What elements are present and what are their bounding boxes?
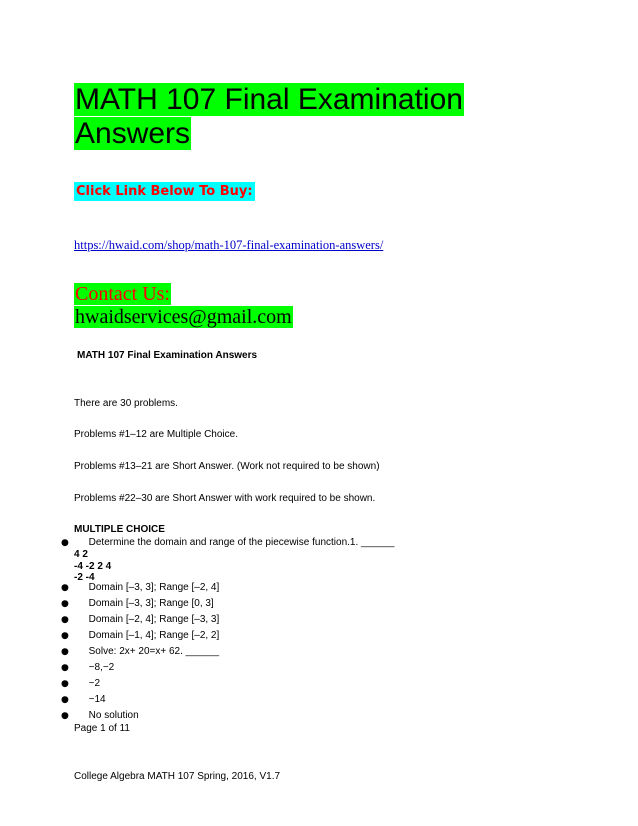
- question-1-row: [61, 537, 394, 548]
- title-line-2: Answers: [75, 117, 191, 150]
- course-footer: College Algebra MATH 107 Spring, 2016, V1.7: [74, 771, 281, 782]
- link-row: [74, 236, 383, 254]
- bullet-icon: ●: [61, 695, 69, 705]
- option-text: Domain [–1, 4]; Range [–2, 2]: [88, 630, 220, 641]
- intro-line: Problems #13–21 are Short Answer. (Work not required to be shown): [74, 461, 380, 472]
- question-2: Solve: 2x+ 20=x+ 62. ______: [88, 646, 220, 657]
- intro-line: Problems #22–30 are Short Answer with work required to be shown.: [74, 493, 376, 504]
- intro-line: Problems #1–12 are Multiple Choice.: [74, 429, 238, 440]
- buy-label: Click Link Below To Buy:: [76, 184, 253, 199]
- graph-label: 4 2: [74, 549, 88, 560]
- list-item: [61, 694, 106, 705]
- bullet-icon: ●: [61, 679, 69, 689]
- bullet-icon: ●: [61, 583, 69, 593]
- bullet-icon: ●: [61, 631, 69, 641]
- contact-email[interactable]: hwaidservices@gmail.com: [75, 306, 292, 328]
- option-text: −2: [88, 678, 101, 689]
- option-text: −8,−2: [88, 662, 115, 673]
- list-item: [61, 582, 219, 593]
- bullet-icon: ●: [61, 538, 69, 548]
- question-1: Determine the domain and range of the piecewise function.1. ______: [88, 537, 395, 548]
- contact-label: Contact Us:: [75, 283, 170, 305]
- contact-row: [74, 283, 171, 306]
- bullet-icon: ●: [61, 599, 69, 609]
- page-title-cont: [74, 116, 191, 151]
- list-item: [61, 678, 100, 689]
- buy-label-row: [74, 182, 255, 200]
- bullet-icon: ●: [61, 711, 69, 721]
- bullet-icon: ●: [61, 647, 69, 657]
- list-item: [61, 630, 219, 641]
- bullet-icon: ●: [61, 663, 69, 673]
- list-item: [61, 710, 139, 721]
- option-text: −14: [88, 694, 106, 705]
- purchase-link[interactable]: https://hwaid.com/shop/math-107-final-examination-answers/: [74, 238, 384, 252]
- page-title: [74, 82, 464, 117]
- document-subtitle: MATH 107 Final Examination Answers: [77, 350, 258, 361]
- option-text: No solution: [88, 710, 139, 721]
- graph-label: -2 -4: [74, 572, 95, 583]
- intro-line: There are 30 problems.: [74, 398, 178, 409]
- page-number: Page 1 of 11: [74, 723, 130, 734]
- list-item: [61, 662, 114, 673]
- bullet-icon: ●: [61, 615, 69, 625]
- graph-label: -4 -2 2 4: [74, 561, 112, 572]
- section-heading: MULTIPLE CHOICE: [74, 524, 165, 535]
- option-text: Domain [–3, 3]; Range [0, 3]: [88, 598, 214, 609]
- list-item: [61, 646, 219, 657]
- option-text: Domain [–3, 3]; Range [–2, 4]: [88, 582, 220, 593]
- contact-email-row: [74, 306, 293, 329]
- title-line-1: MATH 107 Final Examination: [75, 83, 463, 116]
- list-item: [61, 598, 214, 609]
- option-text: Domain [–2, 4]; Range [–3, 3]: [88, 614, 220, 625]
- list-item: [61, 614, 219, 625]
